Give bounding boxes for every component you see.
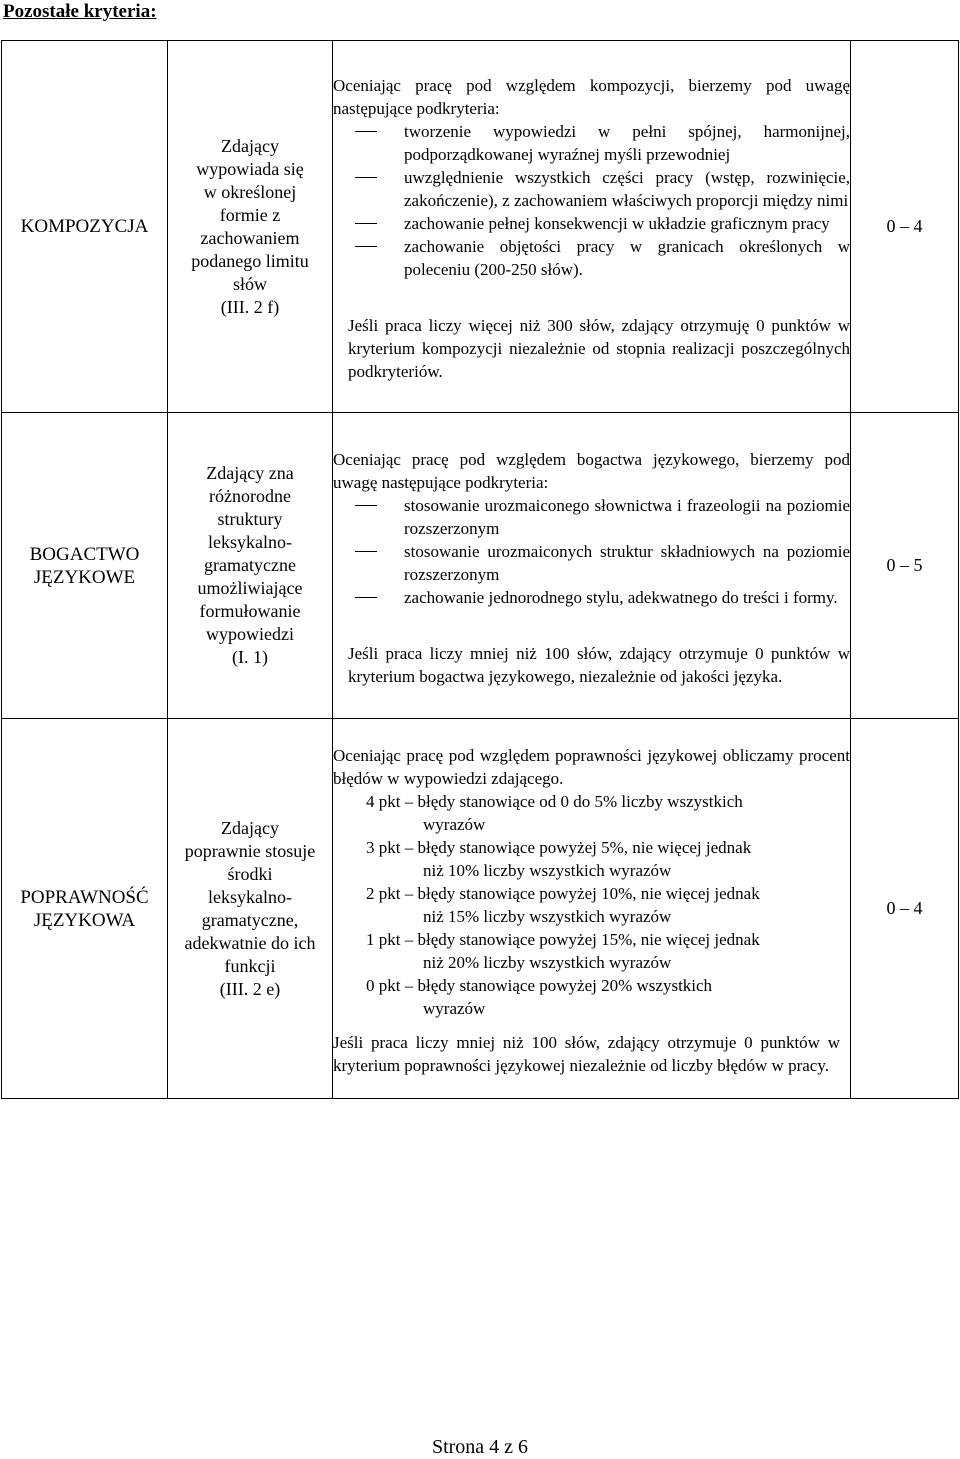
criterion-description (333, 41, 851, 413)
list-item: zachowanie pełnej konsekwencji w układzie graficznym pracy (333, 212, 850, 235)
list-item: tworzenie wypowiedzi w pełni spójnej, harmonijnej, podporządkowanej wyraźnej myśli przewodniej (333, 120, 850, 166)
list-item: zachowanie objętości pracy w granicach określonych w poleceniu (200-250 słów). (333, 235, 850, 281)
criterion-points: 0 – 4 (851, 719, 959, 1099)
criterion-skill: Zdający poprawnie stosuje środki leksykalno- gramatyczne, adekwatnie do ich funkcji (III. 2 e) (168, 719, 333, 1099)
list-item: uwzględnienie wszystkich części pracy (wstęp, rozwinięcie, zakończenie), z zachowaniem właściwych proporcji między nimi (333, 166, 850, 212)
criterion-intro: Oceniając pracę pod względem kompozycji, bierzemy pod uwagę następujące podkryteria: (333, 75, 850, 118)
criterion-name: KOMPOZYCJA (2, 41, 168, 413)
list-item: 4 pkt – błędy stanowiące od 0 do 5% liczby wszystkich wyrazów (366, 791, 743, 834)
points-scale (333, 790, 850, 1020)
criterion-note: Jeśli praca liczy mniej niż 100 słów, zdający otrzymuje 0 punktów w kryterium poprawności językowej niezależnie od liczby błędów w pracy. (333, 1032, 840, 1075)
subcriteria-list (333, 494, 850, 609)
criterion-note: Jeśli praca liczy mniej niż 100 słów, zdający otrzymuje 0 punktów w kryterium bogactwa językowego, niezależnie od jakości języka. (348, 644, 850, 686)
criterion-description (333, 413, 851, 719)
criterion-description (333, 719, 851, 1099)
criterion-note: Jeśli praca liczy więcej niż 300 słów, zdający otrzymuję 0 punktów w kryterium kompozycji niezależnie od stopnia realizacji poszczególnych podkryteriów. (348, 315, 850, 381)
list-item: zachowanie jednorodnego stylu, adekwatnego do treści i formy. (333, 586, 850, 609)
criterion-skill: Zdający zna różnorodne struktury leksykalno- gramatyczne umożliwiające formułowanie wypowiedzi (I. 1) (168, 413, 333, 719)
list-item: stosowanie urozmaiconych struktur składniowych na poziomie rozszerzonym (333, 540, 850, 586)
list-item: 0 pkt – błędy stanowiące powyżej 20% wszystkich wyrazów (366, 975, 713, 1018)
list-item: 2 pkt – błędy stanowiące powyżej 10%, nie więcej jednak niż 15% liczby wszystkich wyrazów (366, 883, 760, 926)
page-number: Strona 4 z 6 (431, 1436, 529, 1458)
criterion-skill: Zdający wypowiada się w określonej formie z zachowaniem podanego limitu słów (III. 2 f) (168, 41, 333, 413)
criterion-name: POPRAWNOŚĆ JĘZYKOWA (2, 719, 168, 1099)
criterion-name: BOGACTWO JĘZYKOWE (2, 413, 168, 719)
criterion-row-correctness (2, 719, 959, 1099)
criterion-intro: Oceniając pracę pod względem poprawności językowej obliczamy procent błędów w wypowiedzi zdającego. (333, 745, 850, 788)
criterion-intro: Oceniając pracę pod względem bogactwa językowego, bierzemy pod uwagę następujące podkryteria: (333, 450, 850, 492)
list-item: stosowanie urozmaiconego słownictwa i frazeologii na poziomie rozszerzonym (333, 494, 850, 540)
criterion-row-composition (2, 41, 959, 413)
criterion-row-vocabulary (2, 413, 959, 719)
criteria-table (1, 40, 959, 1099)
section-heading: Pozostałe kryteria: (3, 1, 157, 22)
criterion-points: 0 – 4 (851, 41, 959, 413)
criterion-points: 0 – 5 (851, 413, 959, 719)
subcriteria-list (333, 120, 850, 281)
list-item: 3 pkt – błędy stanowiące powyżej 5%, nie więcej jednak niż 10% liczby wszystkich wyrazów (366, 837, 752, 880)
list-item: 1 pkt – błędy stanowiące powyżej 15%, nie więcej jednak niż 20% liczby wszystkich wyrazów (366, 929, 760, 972)
